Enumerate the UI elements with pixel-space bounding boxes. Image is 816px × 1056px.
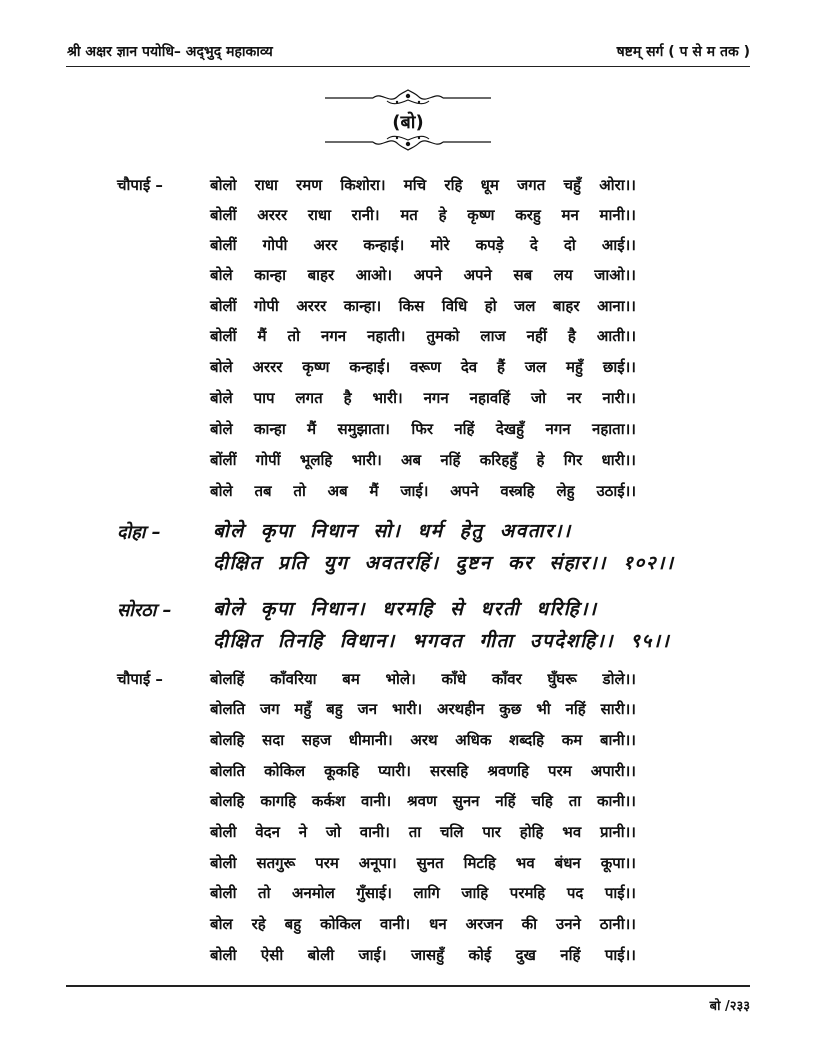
soratha-line: दीक्षित तिनहि विधान। भगवत गीता उपदेशहि।। ९५।। xyxy=(213,630,671,652)
ornament-divider-top xyxy=(325,88,491,108)
verse-line: बोंलीं गोपीं भूलहि भारी। अब नहिं करिहहुँ हे गिर धारी।। xyxy=(210,451,636,469)
section-title: (बो) xyxy=(392,112,424,133)
verse-line: बोलीं अररर राधा रानी। मत हे कृष्ण करहु मन मानी।। xyxy=(210,206,636,224)
page-number: बो /२३३ xyxy=(709,999,750,1014)
verse-line: बोलहिं काँवरिया बम भोले। काँधे काँवर घुँघरू डोले।। xyxy=(210,670,636,688)
verse-line: बोले कान्हा बाहर आओ। अपने अपने सब लय जाओ।। xyxy=(210,266,636,284)
verse-line: बोलीं गोपी अरर कन्हाई। मोरे कपड़े दे दो आई।। xyxy=(210,236,636,254)
verse-line: बोले पाप लगत है भारी। नगन नहावहिं जो नर नारी।। xyxy=(210,389,636,407)
verse-line: बोली वेदन ने जो वानी। ता चलि पार होहि भव प्रानी।। xyxy=(210,823,636,841)
verse-line: बोले अररर कृष्ण कन्हाई। वरूण देव हैं जल महुँ छाई।। xyxy=(210,358,636,376)
header-rule xyxy=(66,66,750,67)
verse-line: बोलो राधा रमण किशोरा। मचि रहि धूम जगत चहुँ ओरा।। xyxy=(210,176,636,194)
verse-line: बोलहि सदा सहज धीमानी। अरथ अधिक शब्दहि कम बानी।। xyxy=(210,731,636,749)
verse-line: बोली ऐसी बोली जाई। जासहुँ कोई दुख नहिं पाई।। xyxy=(210,946,636,964)
doha-line: दीक्षित प्रति युग अवतरहिं। दुष्टन कर संहार।। १०२।। xyxy=(213,552,675,574)
verse-line: बोले तब तो अब मैं जाई। अपने वस्त्रहि लेहु उठाई।। xyxy=(210,482,636,500)
verse-line: बोलति कोकिल कूकहि प्यारी। सरसहि श्रवणहि परम अपारी।। xyxy=(210,762,636,780)
verse-line: बोली सतगुरू परम अनूपा। सुनत मिटहि भव बंधन कूपा।। xyxy=(210,854,636,872)
header-right: षष्टम् सर्ग ( प से म तक ) xyxy=(616,44,750,60)
header-left: श्री अक्षर ज्ञान पयोधि– अद्‌भुद्‌ महाकाव्य xyxy=(67,44,273,60)
verse-line: बोलहि कागहि कर्कश वानी। श्रवण सुनन नहिं चहि ता कानी।। xyxy=(210,792,636,810)
verse-line: बोलति जग महुँ बहु जन भारी। अरथहीन कुछ भी नहिं सारी।। xyxy=(210,700,636,718)
ornament-divider-bottom xyxy=(325,132,491,152)
soratha-line: बोले कृपा निधान। धरमहि से धरती धरिहि।। xyxy=(213,598,598,620)
doha-label: दोहा – xyxy=(117,522,161,543)
verse-line: बोले कान्हा मैं समुझाता। फिर नहिं देखहुँ नगन नहाता।। xyxy=(210,420,636,438)
doha-line: बोले कृपा निधान सो। धर्म हेतु अवतार।। xyxy=(213,520,572,542)
footer-rule xyxy=(66,985,750,987)
verse-line: बोलीं मैं तो नगन नहाती। तुमको लाज नहीं है आती।। xyxy=(210,327,636,345)
chaupai-label: चौपाई – xyxy=(117,670,163,688)
verse-line: बोली तो अनमोल गुँसाई। लागि जाहि परमहि पद पाई।। xyxy=(210,884,636,902)
chaupai-label: चौपाई – xyxy=(117,176,163,194)
soratha-label: सोरठा – xyxy=(117,600,172,621)
verse-line: बोल रहे बहु कोकिल वानी। धन अरजन की उनने ठानी।। xyxy=(210,915,636,933)
verse-line: बोलीं गोपी अररर कान्हा। किस विधि हो जल बाहर आना।। xyxy=(210,297,636,315)
